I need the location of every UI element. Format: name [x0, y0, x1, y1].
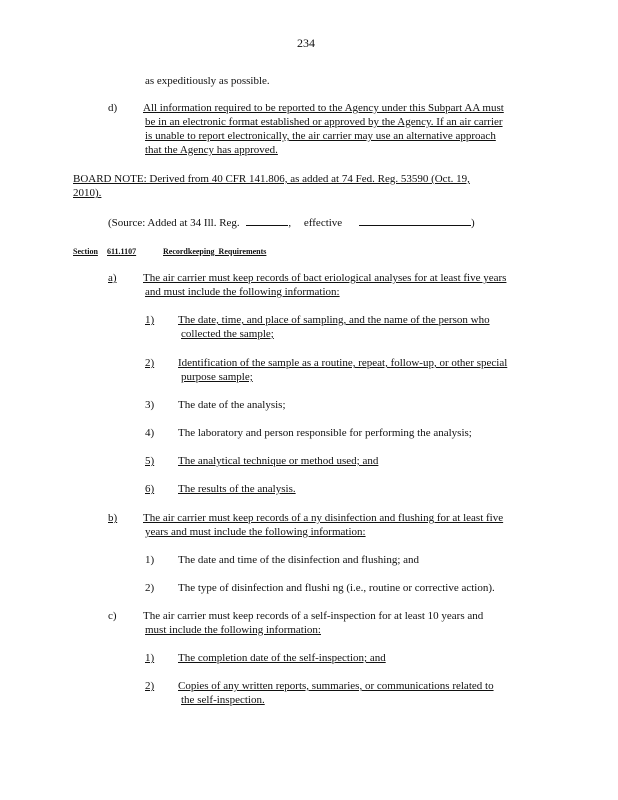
item-a2-line-1: Identification of the sample as a routine, repeat, follow-up, or other special: [178, 357, 508, 369]
item-b2-text: The type of disinfection and flushi ng (i.e., routine or corrective action).: [178, 582, 495, 594]
item-c1-text: The completion date of the self-inspection; and: [178, 652, 386, 664]
item-a5-text: The analytical technique or method used; and: [178, 455, 379, 467]
item-d-line-2: be in an electronic format established or approved by the Agency. If an air carrier: [145, 116, 503, 128]
item-d-label: d): [108, 102, 118, 114]
item-a6-number: 6): [145, 483, 155, 495]
item-b-line-2: years and must include the following information:: [145, 526, 366, 538]
item-a5-number: 5): [145, 455, 155, 467]
item-b1-text: The date and time of the disinfection and flushing; and: [178, 554, 420, 566]
board-note-line-2: 2010).: [73, 187, 102, 199]
item-a1-number: 1): [145, 314, 155, 326]
source-blank-register: [246, 215, 288, 226]
source-blank-effective: [359, 215, 471, 226]
item-b-line-1: The air carrier must keep records of a ny disinfection and flushing for at least five: [143, 512, 504, 524]
continuation-text: as expeditiously as possible.: [145, 75, 270, 87]
source-close: ): [470, 217, 475, 229]
item-a-line-2: and must include the following information:: [145, 286, 340, 298]
source-line: (Source: Added at 34 Ill. Reg. , effective ): [108, 217, 475, 229]
item-c2-number: 2): [145, 680, 155, 692]
item-a2-number: 2): [145, 357, 155, 369]
item-a3-number: 3): [145, 399, 155, 411]
section-number: 611.1107: [107, 247, 137, 256]
item-d-line-1: All information required to be reported to the Agency under this Subpart AA must: [143, 102, 504, 114]
item-a3-text: The date of the analysis;: [178, 399, 286, 411]
source-effective: effective: [303, 217, 343, 229]
page-number: 234: [297, 36, 315, 50]
item-d-line-4: that the Agency has approved.: [145, 144, 278, 156]
item-c2-line-1: Copies of any written reports, summaries, or communications related to: [178, 680, 494, 692]
item-a2-line-2: purpose sample;: [181, 371, 253, 383]
item-b2-number: 2): [145, 582, 155, 594]
item-a1-line-2: collected the sample;: [181, 328, 274, 340]
item-a-line-1: The air carrier must keep records of bact eriological analyses for at least five years: [143, 272, 507, 284]
item-a6-text: The results of the analysis.: [178, 483, 296, 495]
item-c1-number: 1): [145, 652, 155, 664]
source-prefix: (Source: Added at 34 Ill. Reg.: [108, 217, 240, 229]
item-c-line-2: must include the following information:: [145, 624, 321, 636]
section-label: Section: [73, 247, 98, 256]
item-a1-line-1: The date, time, and place of sampling, and the name of the person who: [178, 314, 490, 326]
item-c-label: c): [108, 610, 117, 622]
section-title: Recordkeeping Requirements: [163, 247, 267, 256]
item-c-line-1: The air carrier must keep records of a self-inspection for at least 10 years and: [143, 610, 484, 622]
item-b1-number: 1): [145, 554, 155, 566]
item-a-label: a): [108, 272, 117, 284]
item-b-label: b): [108, 512, 118, 524]
item-a4-text: The laboratory and person responsible for performing the analysis;: [178, 427, 472, 439]
item-a4-number: 4): [145, 427, 155, 439]
board-note-line-1: BOARD NOTE: Derived from 40 CFR 141.806, as added at 74 Fed. Reg. 53590 (Oct. 19,: [73, 173, 470, 185]
item-c2-line-2: the self-inspection.: [181, 694, 265, 706]
item-d-line-3: is unable to report electronically, the air carrier may use an alternative approach: [145, 130, 496, 142]
